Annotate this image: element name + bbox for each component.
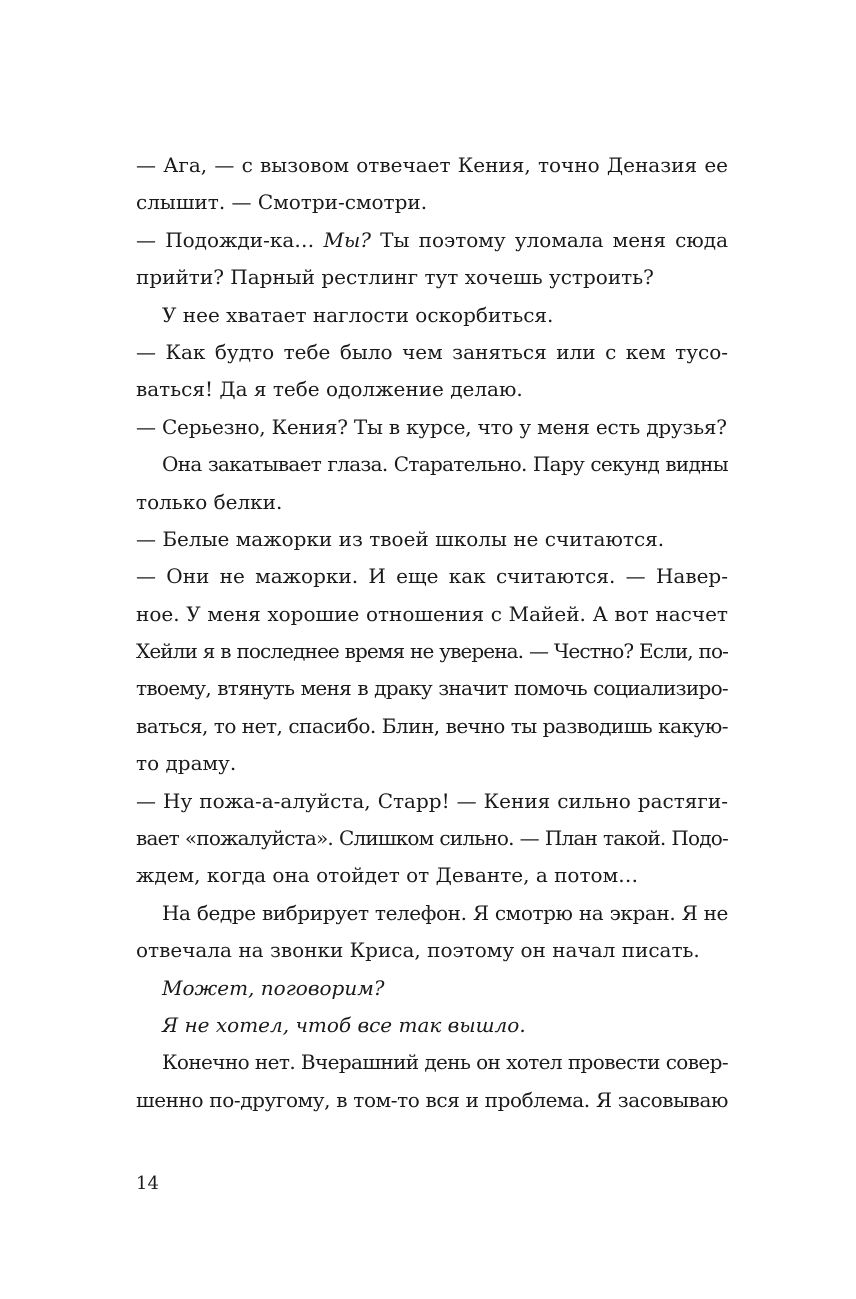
page-number: 14	[136, 1173, 159, 1194]
text-line: прийти? Парный рестлинг тут хочешь устроить?	[136, 265, 654, 290]
text-line: На бедре вибрирует телефон. Я смотрю на экран. Я не	[162, 900, 728, 925]
text-line: то драму.	[136, 751, 237, 776]
text-line: ваться! Да я тебе одолжение делаю.	[136, 377, 523, 402]
text-line: — Серьезно, Кения? Ты в курсе, что у меня есть друзья?	[136, 414, 727, 439]
text-fragment: Ты поэтому уломала меня сюда	[380, 227, 729, 252]
text-line: шенно по-другому, в том-то вся и проблема. Я засовываю	[136, 1087, 728, 1112]
text-fragment: — Подожди-ка…	[136, 227, 315, 252]
text-line: ное. У меня хорошие отношения с Майей. А вот насчет	[136, 601, 728, 626]
text-line: ваться, то нет, спасибо. Блин, вечно ты разводишь какую-	[136, 713, 728, 738]
text-line: — Ну пожа-а-алуйста, Старр! — Кения сильно растяги-	[136, 788, 728, 813]
text-line: — Белые мажорки из твоей школы не считаются.	[136, 526, 665, 551]
text-line: ждем, когда она отойдет от Деванте, а потом…	[136, 863, 639, 888]
text-line: — Как будто тебе было чем заняться или с кем тусо-	[136, 339, 728, 364]
text-line	[136, 222, 728, 259]
text-line: Она закатывает глаза. Старательно. Пару секунд видны	[162, 452, 728, 477]
text-message-line: Я не хотел, чтоб все так вышло.	[162, 1012, 526, 1037]
body-text	[136, 147, 728, 1119]
italic-word: Мы?	[323, 227, 371, 252]
text-line: отвечала на звонки Криса, поэтому он начал писать.	[136, 938, 700, 963]
text-message-line: Может, поговорим?	[162, 975, 385, 1000]
text-line: твоему, втянуть меня в драку значит помочь социализиро-	[136, 676, 728, 701]
text-line: Конечно нет. Вчерашний день он хотел провести совер-	[162, 1050, 728, 1075]
text-line: слышит. — Смотри-смотри.	[136, 190, 428, 215]
text-line: только белки.	[136, 489, 283, 514]
text-line: вает «пожалуйста». Слишком сильно. — План такой. Подо-	[136, 826, 728, 851]
text-line: У нее хватает наглости оскорбиться.	[162, 302, 554, 327]
text-line: — Ага, — с вызовом отвечает Кения, точно Деназия ее	[136, 153, 728, 177]
text-line: — Они не мажорки. И еще как считаются. — Навер-	[136, 564, 728, 589]
text-line: Хейли я в последнее время не уверена. — Честно? Если, по-	[136, 639, 728, 664]
